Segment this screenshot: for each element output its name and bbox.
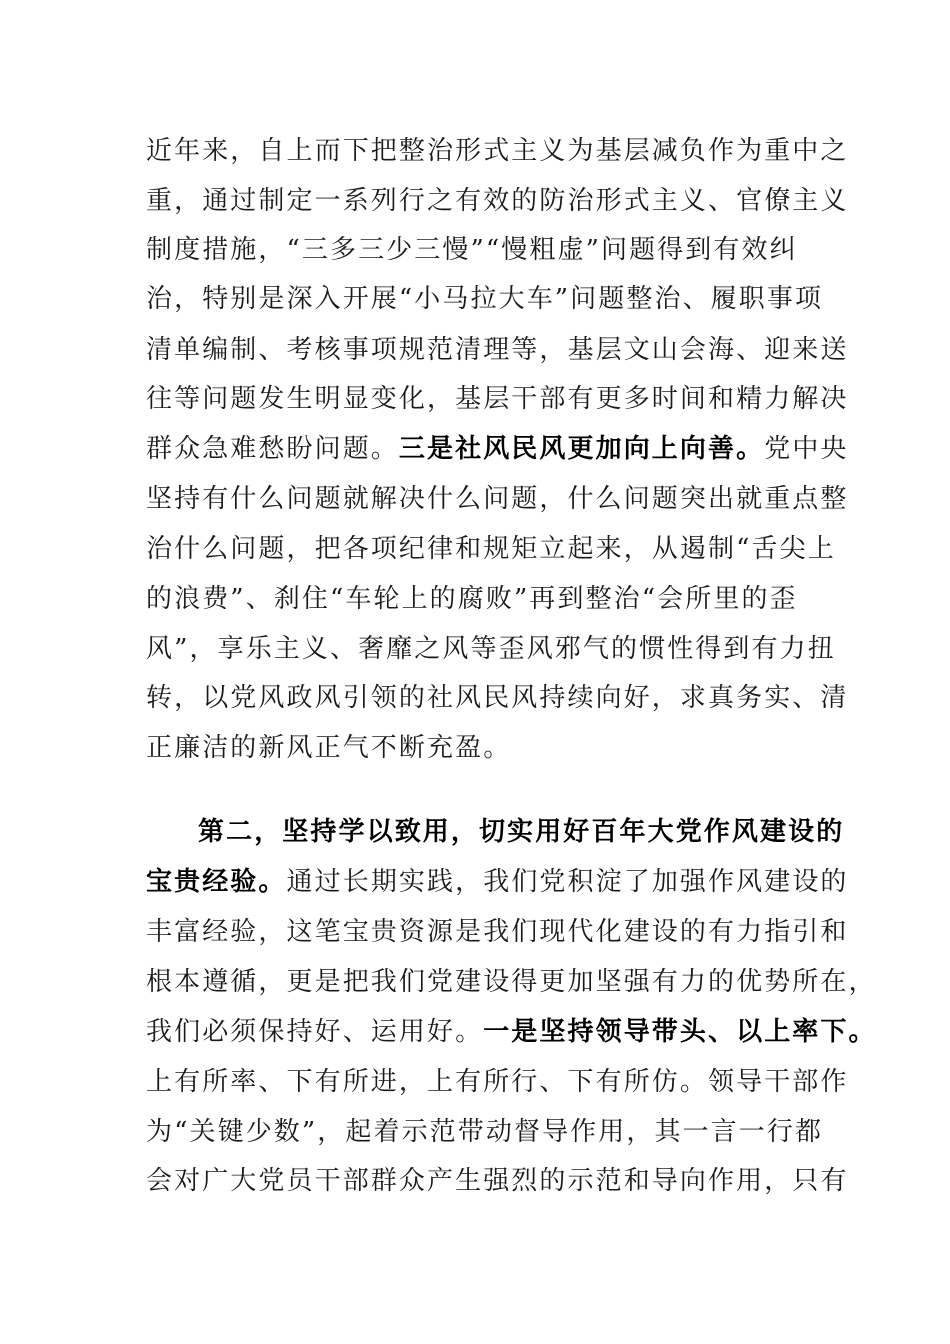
text-line [146, 379, 849, 419]
text-segment: 丰富经验，这笔宝贵资源是我们现代化建设的有力指引和 [146, 917, 849, 947]
text-line [146, 962, 877, 1002]
text-line [146, 230, 826, 270]
text-line [146, 479, 849, 519]
text-line [146, 728, 826, 768]
text-segment: 会对广大党员干部群众产生强烈的示范和导向作用，只有 [146, 1166, 849, 1196]
text-segment: 制度措施，“三多三少三慢”“慢粗虚”问题得到有效纠 [146, 235, 798, 265]
text-segment: 通过长期实践，我们党积淀了加强作风建设的 [286, 867, 849, 897]
text-segment: 风”，享乐主义、奢靡之风等歪风邪气的惯性得到有力扭 [146, 634, 836, 664]
text-line [146, 579, 826, 619]
text-line [146, 529, 836, 569]
bold-text-segment: 一是坚持领导带头、以上率下。 [483, 1017, 877, 1047]
text-line [146, 330, 849, 370]
text-line [146, 1012, 877, 1052]
text-segment: 根本遵循，更是把我们党建设得更加坚强有力的优势所在， [146, 967, 877, 997]
text-segment: 治什么问题，把各项纪律和规矩立起来，从遏制“舌尖上 [146, 534, 836, 564]
text-segment: 正廉洁的新风正气不断充盈。 [146, 733, 512, 763]
text-line [146, 912, 849, 952]
text-segment: 清单编制、考核事项规范清理等，基层文山会海、迎来送 [146, 335, 849, 365]
section-heading-line [198, 812, 878, 852]
text-segment: 为“关键少数”，起着示范带动督导作用，其一言一行都 [146, 1117, 824, 1147]
text-line [146, 1112, 826, 1152]
bold-text-segment: 三是社风民风更加向上向善。 [398, 434, 765, 464]
text-line [146, 131, 849, 171]
text-line [146, 629, 836, 669]
text-segment: 坚持有什么问题就解决什么问题，什么问题突出就重点整 [146, 484, 849, 514]
text-line [146, 862, 849, 902]
text-segment: 上有所率、下有所进，上有所行、下有所仿。领导干部作 [146, 1067, 849, 1097]
text-segment: 党中央 [764, 434, 849, 464]
text-line [146, 1161, 849, 1201]
text-segment: 治，特别是深入开展“小马拉大车”问题整治、履职事项 [146, 284, 824, 314]
text-segment: 的浪费”、刹住“车轮上的腐败”再到整治“会所里的歪 [146, 584, 798, 614]
text-segment: 近年来，自上而下把整治形式主义为基层减负作为重中之 [146, 136, 849, 166]
text-line [146, 429, 849, 469]
text-line [146, 279, 826, 319]
text-line [146, 1062, 849, 1102]
text-segment: 重，通过制定一系列行之有效的防治形式主义、官僚主义 [146, 186, 849, 216]
bold-text-segment: 宝贵经验。 [146, 867, 287, 897]
text-segment: 群众急难愁盼问题。 [146, 434, 399, 464]
bold-text-segment: 第二，坚持学以致用，切实用好百年大党作风建设的 [198, 817, 845, 847]
text-segment: 转，以党风政风引领的社风民风持续向好，求真务实、清 [146, 683, 849, 713]
text-line [146, 181, 849, 221]
text-line [146, 678, 849, 718]
text-segment: 我们必须保持好、运用好。 [146, 1017, 484, 1047]
text-segment: 往等问题发生明显变化，基层干部有更多时间和精力解决 [146, 384, 849, 414]
